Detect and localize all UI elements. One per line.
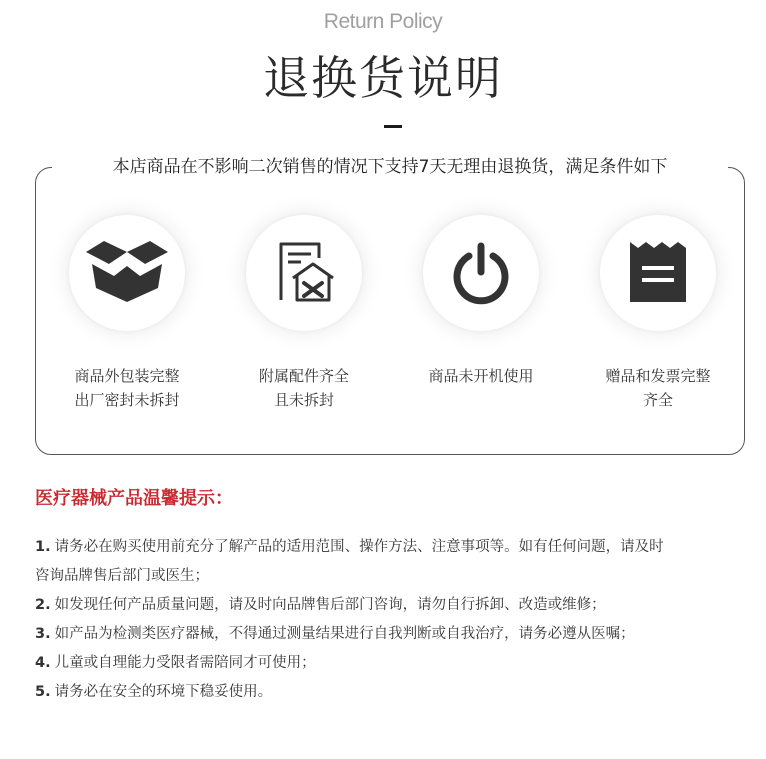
condition-line: 商品未开机使用: [428, 367, 534, 385]
panel-caption: 本店商品在不影响二次销售的情况下支持7天无理由退换货，满足条件如下: [52, 155, 728, 179]
item-text: 如发现任何产品质量问题，请及时向品牌售后部门咨询，请勿自行拆卸、改造或维修；: [54, 597, 606, 613]
condition-packaging: [47, 215, 207, 412]
item-text: 如产品为检测类医疗器械，不得通过测量结果进行自我判断或自我治疗，请务必遵从医嘱；: [54, 626, 635, 642]
condition-icon-circle: [423, 215, 539, 331]
condition-label: [578, 364, 738, 412]
house-tools-icon: [271, 240, 337, 306]
condition-label: [401, 364, 561, 388]
item-number: 1.: [35, 539, 51, 555]
power-icon: [448, 240, 514, 306]
item-text: 请务必在安全的环境下稳妥使用。: [54, 684, 273, 700]
title-divider: [384, 125, 402, 128]
condition-icon-circle: [600, 215, 716, 331]
condition-gift-invoice: [578, 215, 738, 412]
condition-line: 且未拆封: [273, 391, 334, 409]
item-number: 3.: [35, 626, 51, 642]
condition-line: 齐全: [642, 391, 673, 409]
condition-line: 商品外包装完整: [74, 367, 180, 385]
box-icon: [84, 238, 170, 308]
list-item: [35, 620, 745, 649]
notice-list: [35, 533, 745, 707]
list-item: [35, 678, 745, 707]
list-item: [35, 649, 745, 678]
item-number: 4.: [35, 655, 51, 671]
condition-accessories: [224, 215, 384, 412]
condition-icon-circle: [246, 215, 362, 331]
condition-label: [224, 364, 384, 412]
item-text: 请务必在购买使用前充分了解产品的适用范围、操作方法、注意事项等。如有任何问题，请及时: [54, 539, 664, 555]
notice-title: 医疗器械产品温馨提示：: [35, 488, 233, 509]
condition-line: 赠品和发票完整: [605, 367, 711, 385]
condition-line: 出厂密封未拆封: [74, 391, 180, 409]
condition-label: [47, 364, 207, 412]
condition-icon-circle: [69, 215, 185, 331]
condition-unused: [401, 215, 561, 388]
item-number: 2.: [35, 597, 51, 613]
condition-line: 附属配件齐全: [258, 367, 349, 385]
list-item: [35, 533, 745, 591]
item-text-continued: 咨询品牌售后部门或医生；: [35, 568, 209, 584]
item-number: 5.: [35, 684, 51, 700]
receipt-icon: [628, 240, 688, 306]
subtitle: Return Policy: [323, 10, 443, 33]
page-title: 退换货说明: [263, 51, 503, 105]
list-item: [35, 591, 745, 620]
item-text: 儿童或自理能力受限者需陪同才可使用；: [54, 655, 316, 671]
